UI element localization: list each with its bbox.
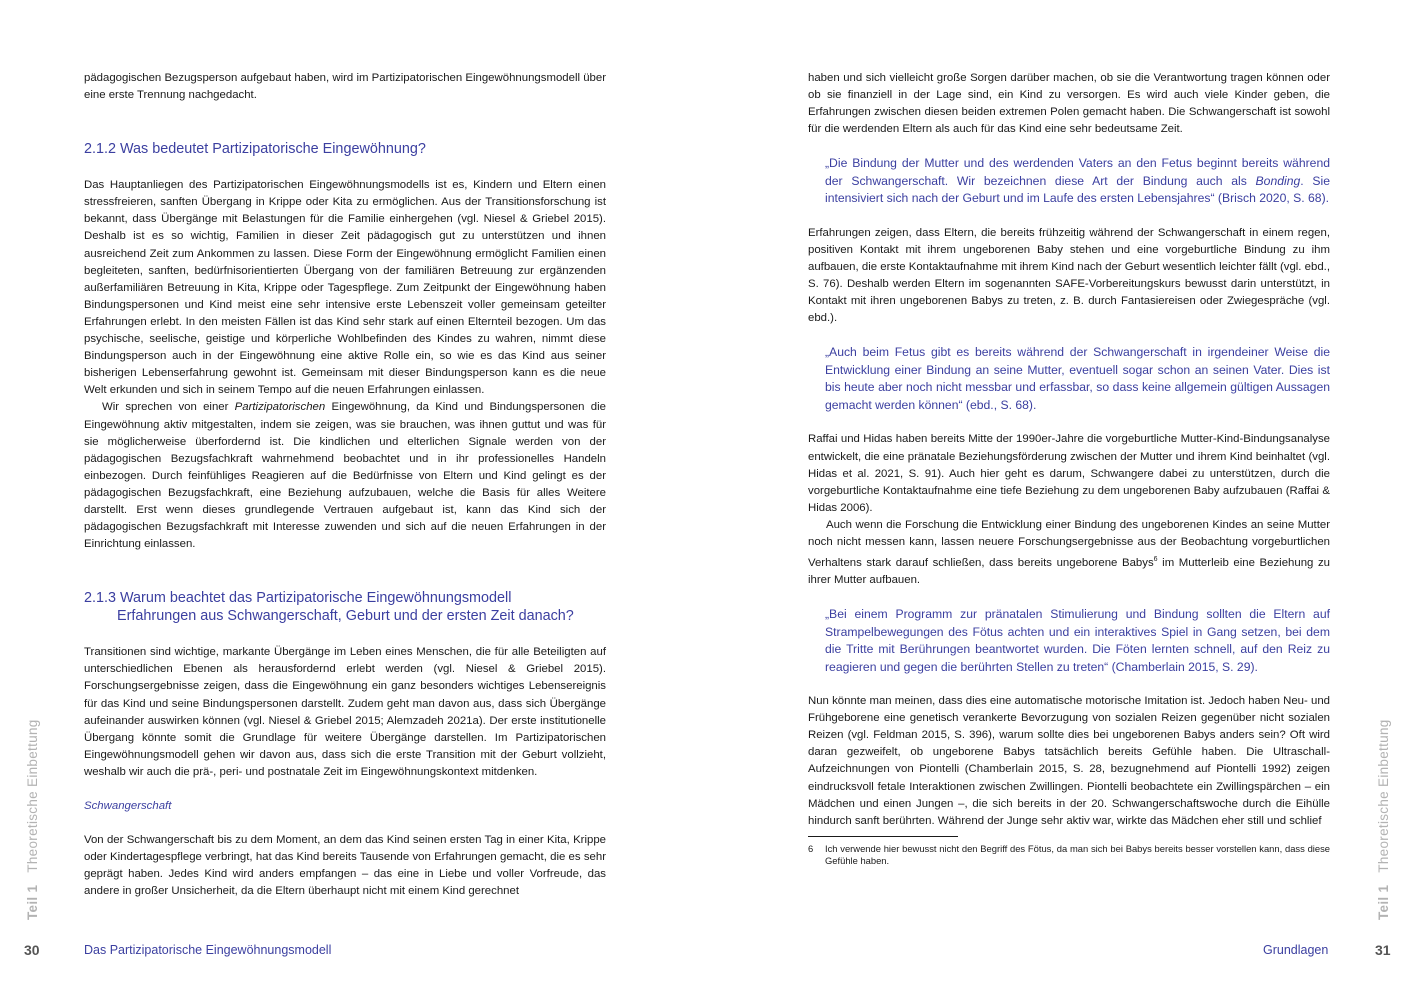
footnote-reference-6[interactable]: 6 xyxy=(1153,556,1158,564)
heading-2-1-2: 2.1.2 Was bedeutet Partizipatorische Eingewöhnung? xyxy=(84,141,426,158)
paragraph-2-1-2-second: Wir sprechen von einer Partizipatorischen Eingewöhnung, da Kind und Bindungspersonen die Eingewöhnung aktiv mitgestalten, indem sie zeigen, was sie brauchen, was ihnen guttut und was für sie möglicherweise überfordernd ist. Die kindlichen und elterlichen Signale werden von der pädagogischen Bezugsfachkraft wahrnehmend beobachtet und in ihr professionelles Handeln einbezogen. Durch feinfühliges Reagieren auf die Bedürfnisse von Eltern und Kind gelingt es der pädagogischen Bezugsfachkraft, eine Beziehung aufzubauen, welche die Basis für alles Weitere darstellt. Erst wenn dieses grundlegende Vertrauen aufgebaut ist, kann das Kind sich der pädagogischen Bezugsfachkraft mit Interesse zuwenden und sich auf die neuen Erfahrungen in der Einrichtung einlassen. xyxy=(84,401,606,551)
footnote-text: Ich verwende hier bewusst nicht den Begriff des Fötus, da man sich bei Babys bereits besser vorstellen kann, dass diese Gefühle haben. xyxy=(825,842,1330,867)
right-page xyxy=(707,0,1414,1000)
footnote-rule xyxy=(808,836,958,837)
paragraph-schwangerschaft: Von der Schwangerschaft bis zu dem Moment, an dem das Kind seinen ersten Tag in einer Kita, Krippe oder Kindertagespflege verbringt, hat das Kind bereits Tausende von Erfahrungen gemacht, die es sehr geprägt haben. Jedes Kind wird anders empfangen – das eine in Liebe und voller Vorfreude, das andere in großer Unsicherheit, da die Eltern überhaupt nicht mit einem Kind gerechnet xyxy=(84,834,606,898)
intro-paragraph: pädagogischen Bezugsperson aufgebaut haben, wird im Partizipatorischen Eingewöhnungsmodell über eine erste Trennung nachgedacht. xyxy=(84,72,606,102)
quote-brisch-bonding: „Die Bindung der Mutter und des werdenden Vaters an den Fetus beginnt bereits während der Schwangerschaft. Wir bezeichnen diese Art der Bindung auch als Bonding. Sie intensiviert sich nach der Geburt und im Laufe des ersten Lebensjahres“ (Brisch 2020, S. 68). xyxy=(825,156,1330,206)
right-paragraph-4: Auch wenn die Forschung die Entwicklung einer Bindung des ungeborenen Kindes an seine Mutter noch nicht messen kann, lassen neuere Forschungsergebnisse aus der Beobachtung vorgeburtlichen Verhaltens stark darauf schließen, dass bereits ungeborene Babys$^6$ im Mutterleib eine Beziehung zu ihrer Mutter aufbauen. xyxy=(808,518,1330,586)
right-side-label: Teil 1Theoretische Einbettung xyxy=(1376,719,1391,920)
right-paragraph-1: haben und sich vielleicht große Sorgen darüber machen, ob sie die Verantwortung tragen können oder ob sie finanziell in der Lage sind, ein Kind zu versorgen. Es wird auch viele Kinder geben, die Erfahrungen zwischen diesen beiden extremen Polen gemacht haben. Die Schwangerschaft ist sowohl für die werdenden Eltern als auch für das Kind eine sehr bedeutsame Zeit. xyxy=(808,72,1330,136)
right-running-title: Grundlagen xyxy=(1263,943,1329,957)
left-page-number: 30 xyxy=(24,942,40,958)
right-paragraph-2: Erfahrungen zeigen, dass Eltern, die bereits frühzeitig während der Schwangerschaft in einem regen, positiven Kontakt mit ihrem ungeborenen Baby stehen und eine vorgeburtliche Bindung zu ihm aufbauen, die erste Kontaktaufnahme mit ihrem Kind nach der Geburt wesentlich leichter fällt (vgl. ebd., S. 76). Deshalb werden Eltern im sogenannten SAFE-Vorbereitungskurs bewusst darin unterstützt, in Kontakt mit ihren ungeborenen Babys zu treten, z. B. durch Fantasiereisen oder Zwiegespräche (vgl. ebd.). xyxy=(808,226,1330,325)
right-page-number: 31 xyxy=(1375,942,1391,958)
quote-fetus-bindung: „Auch beim Fetus gibt es bereits während der Schwangerschaft in irgendeiner Weise die Entwicklung einer Bindung an seine Mutter, eventuell sogar schon an seinen Vater. Dies ist bis heute aber noch nicht messbar und erfassbar, so dass keine allgemein gültigen Aussagen gemacht werden können“ (ebd., S. 68). xyxy=(825,345,1330,412)
right-paragraph-5: Nun könnte man meinen, dass dies eine automatische motorische Imitation ist. Jedoch haben Neu- und Frühgeborene eine genetisch verankerte Bevorzugung von sozialen Reizen gegenüber nicht sozialen Reizen (vgl. Feldman 2015, S. 396), warum sollte dies bei ungeborenen Babys anders sein? Oft wird daran gezweifelt, ob ungeborene Babys tatsächlich bereits Gefühle haben. Die Ultraschall-Aufzeichnungen von Piontelli (Chamberlain 2015, S. 28, bezugnehmend auf Piontelli 1992) zeigen eindrucksvoll fetale Interaktionen zwischen Zwillingen. Piontelli beobachtete ein Zwillingspärchen – ein Mädchen und einen Jungen –, die sich bereits in der 20. Schwangerschaftswoche durch die Eihülle hindurch sanft berührten. Während der Junge sehr aktiv war, wirkte das Mädchen eher still und schlief xyxy=(808,695,1330,827)
right-paragraph-3: Raffai und Hidas haben bereits Mitte der 1990er-Jahre die vorgeburtliche Mutter-Kind-Bindungsanalyse entwickelt, die eine pränatale Beziehungsförderung zwischen der Mutter und ihrem Kind beinhaltet (vgl. Hidas et al. 2021, S. 91). Auch hier geht es darum, Schwangere dabei zu unterstützen, durch die vorgeburtliche Kontaktaufnahme eine tiefe Beziehung zu dem ungeborenen Baby aufzubauen (Raffai & Hidas 2006). xyxy=(808,433,1330,514)
left-text-column xyxy=(84,70,606,900)
paragraph-2-1-2-first: Das Hauptanliegen des Partizipatorischen Eingewöhnungsmodells ist es, Kindern und Eltern einen stressfreieren, sanften Übergang in Krippe oder Kita zu ermöglichen. Aus der Transitionsforschung ist bekannt, dass Übergänge mit Belastungen für die Familie einhergehen (vgl. Niesel & Griebel 2015). Deshalb ist es so wichtig, Familien in dieser Zeit pädagogisch gut zu unterstützen und ihnen ausreichend Zeit zum Ankommen zu lassen. Diese Form der Eingewöhnung ermöglicht Familien einen begleiteten, sanften, bedürfnisorientierten Übergang von der familiären Betreuung zur ergänzenden außerfamiliären Betreuung in Kita, Krippe oder Tagespflege. Zum Zeitpunkt der Eingewöhnung haben Bindungspersonen und Kind meist eine sehr intensive erste Lebenszeit voller gemeinsam geteilter Erfahrungen erlebt. In den meisten Fällen ist das Kind sehr stark auf einen Elternteil bezogen. Um das psychische, seelische, geistige und körperliche Wohlbefinden des Kindes zu wahren, nimmt diese Bindungsperson auch in der Eingewöhnung eine aktive Rolle ein, so wie es das Kind aus seiner bisherigen Lebenserfahrung gewohnt ist. Gemeinsam mit dieser Bindungsperson kann es die neue Welt erkunden und sich in seinem Tempo auf die neuen Erfahrungen einlassen. xyxy=(84,179,606,397)
footnote xyxy=(808,843,1330,868)
footnote-number: 6 xyxy=(808,842,814,854)
paragraph-2-1-3: Transitionen sind wichtige, markante Übergänge im Leben eines Menschen, die für alle Beteiligten auf unterschiedlichen Ebenen als herausfordernd erlebt werden (vgl. Niesel & Griebel 2015). Forschungsergebnisse zeigen, dass die Eingewöhnung ein ganz besonders wichtiges Lebensereignis für das Kind und seine Bindungspersonen darstellt. Zudem geht man davon aus, dass sich Übergänge aufeinander auswirken können (vgl. Niesel & Griebel 2015; Alemzadeh 2021a). Der erste institutionelle Übergang könnte somit die Grundlage für weitere Übergänge darstellen. Im Partizipatorischen Eingewöhnungsmodell gehen wir davon aus, dass sich die erste Transition mit der Geburt vollzieht, weshalb wir auch die prä-, peri- und postnatale Zeit im Eingewöhnungskontext mitdenken. xyxy=(84,646,606,778)
emphasis-partizipatorischen: Partizipatorischen xyxy=(234,401,326,414)
emphasis-bonding: Bonding xyxy=(1255,173,1301,188)
left-running-title: Das Partizipatorische Eingewöhnungsmodell xyxy=(84,943,332,957)
subheading-schwangerschaft: Schwangerschaft xyxy=(84,800,172,812)
quote-chamberlain: „Bei einem Programm zur pränatalen Stimulierung und Bindung sollten die Eltern auf Strampelbewegungen des Fötus achten und ein interaktives Spiel in Gang setzen, bei dem die Tritte mit Berührungen beantwortet wurden. Die Föten lernten schnell, auf den Reiz zu reagieren und gegen die berührten Stellen zu treten“ (Chamberlain 2015, S. 29). xyxy=(825,607,1330,674)
left-side-label: Teil 1Theoretische Einbettung xyxy=(25,719,40,920)
heading-2-1-3: 2.1.3 Warum beachtet das Partizipatorische Eingewöhnungsmodell Erfahrungen aus Schwangerschaft, Geburt und der ersten Zeit danach? xyxy=(84,590,574,625)
right-text-column xyxy=(808,70,1330,868)
